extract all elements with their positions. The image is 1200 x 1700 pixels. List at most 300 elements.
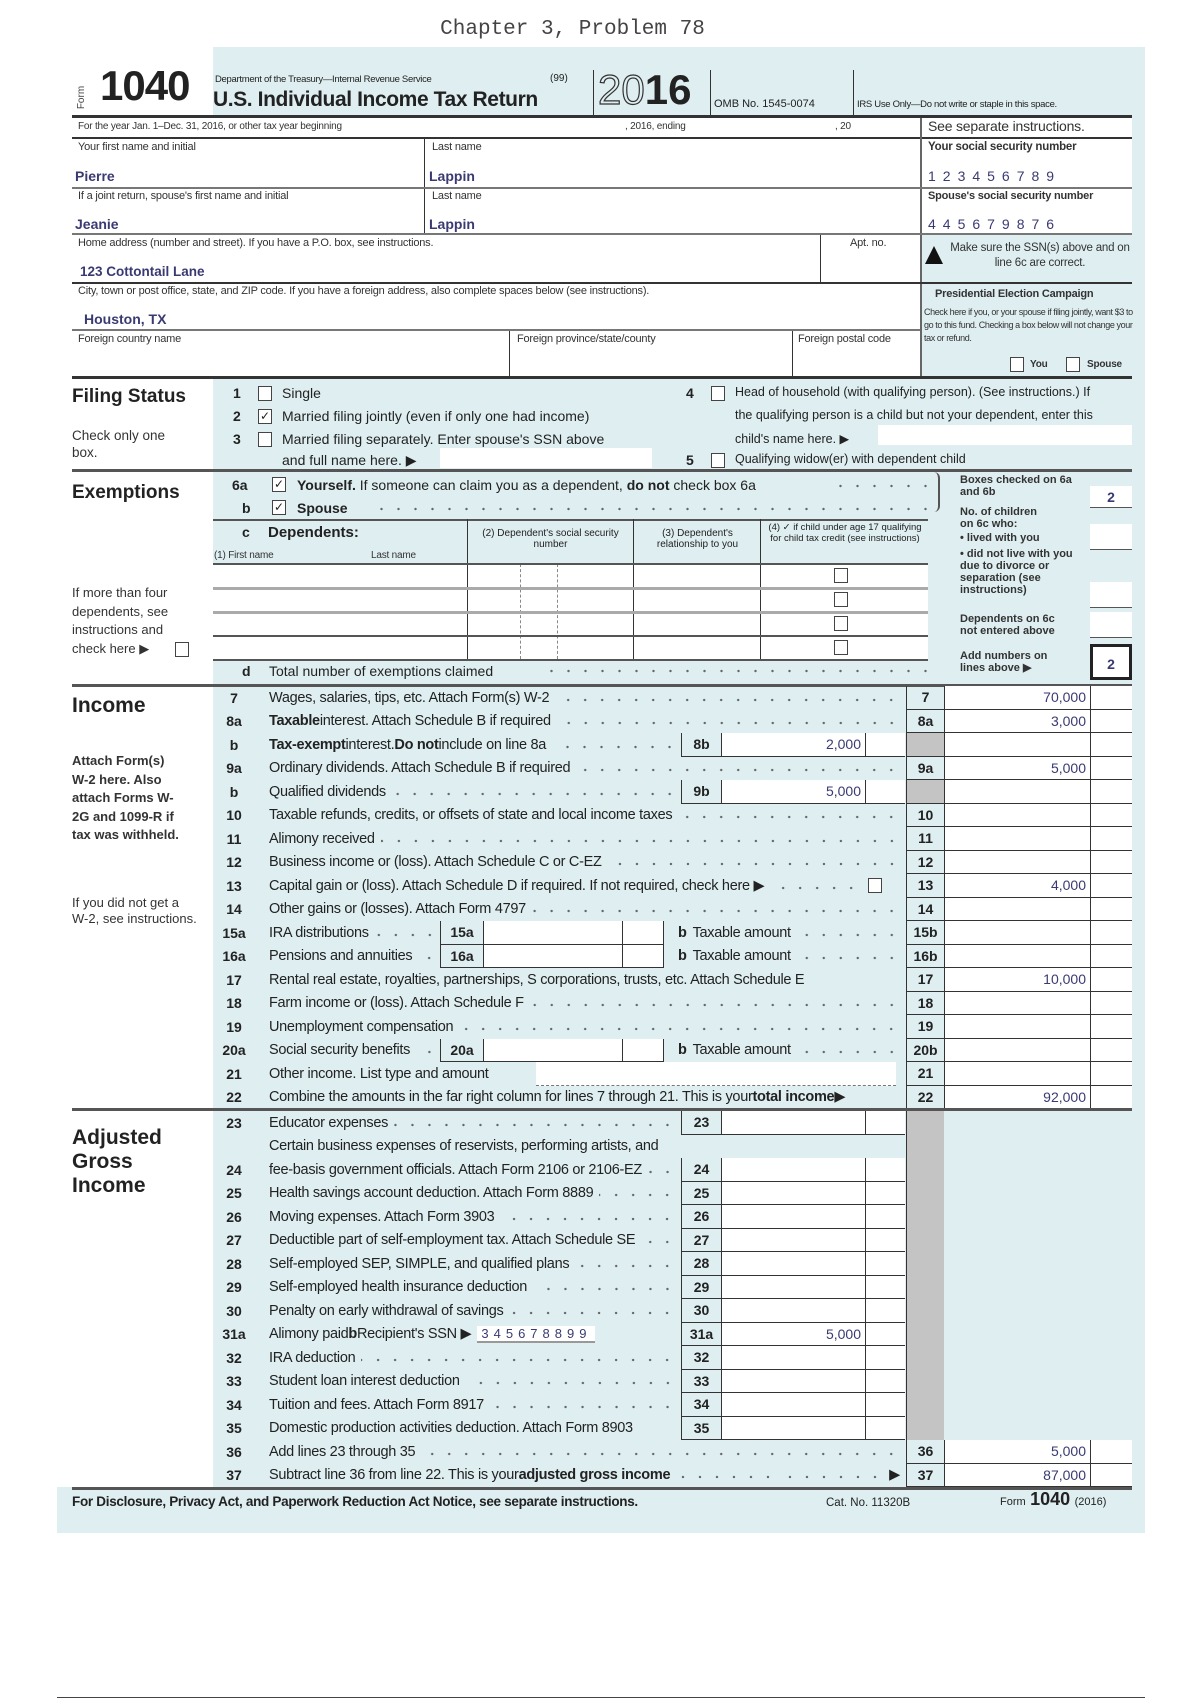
dot-leader [530, 992, 900, 1016]
dot-leader [575, 1252, 676, 1276]
amount-field-18[interactable] [944, 992, 1090, 1016]
dot-leader [416, 1039, 438, 1063]
inner-line-number: 24 [681, 1158, 721, 1182]
capital-gain-checkbox[interactable] [868, 878, 882, 893]
line-10 [0, 804, 1200, 828]
line-15a [0, 921, 1200, 945]
line-6b-number: b [242, 500, 251, 516]
inner-cents-field[interactable] [865, 1417, 905, 1441]
dot-leader [797, 945, 900, 969]
inner-amount-field[interactable]: 2,000 [721, 733, 865, 757]
cents-field[interactable] [1090, 992, 1132, 1016]
irs-use-only: IRS Use Only—Do not write or staple in this space. [857, 99, 1057, 110]
line-text: Unemployment compensation [269, 1018, 454, 1035]
total-exemptions-label: Total number of exemptions claimed [269, 663, 494, 679]
line-number: b [229, 736, 239, 753]
shaded-cell [906, 733, 944, 757]
divider [820, 235, 821, 282]
filing-status-label-cont: child's name here. ▶ [735, 432, 850, 446]
line-text: Farm income or (loss). Attach Schedule F [269, 995, 524, 1012]
boxes-checked-field[interactable]: 2 [1090, 486, 1132, 508]
rule [72, 137, 1132, 139]
add-numbers-label: Add numbers on lines above ▶ [960, 650, 1048, 674]
campaign-you-checkbox[interactable] [1010, 357, 1024, 372]
inner-line-number: 28 [681, 1252, 721, 1276]
rule [213, 519, 928, 521]
dep-col-child-credit: (4) ✓ if child under age 17 qualifying for child tax credit (see instructions) [768, 522, 922, 544]
dot-leader [532, 898, 900, 922]
amount-field-10[interactable] [944, 804, 1090, 828]
city-field[interactable]: Houston, TX [84, 311, 167, 327]
inner-amount-field[interactable] [721, 1276, 865, 1300]
tax-year-outline: 20 [598, 66, 645, 113]
rule [213, 563, 928, 565]
line-text: Moving expenses. Attach Form 3903 [269, 1208, 495, 1225]
rule [72, 233, 1132, 235]
line-number-box: 10 [906, 804, 944, 828]
line-number-box: 12 [906, 851, 944, 875]
dot-leader [834, 477, 934, 493]
yourself-text: If someone can claim you as a dependent, [355, 477, 627, 493]
inner-amount-field[interactable] [721, 1205, 865, 1229]
line-description [269, 1323, 676, 1347]
line-text: IRA deduction [269, 1349, 356, 1366]
inner-cents-field[interactable] [865, 1158, 905, 1182]
cents-field[interactable] [1090, 921, 1132, 945]
shaded-cell [906, 1205, 944, 1229]
divider [920, 118, 922, 377]
agi-title: Adjusted Gross Income [72, 1126, 162, 1197]
dep-2-child-credit-checkbox[interactable] [834, 592, 848, 607]
line-text: Student loan interest deduction [269, 1373, 460, 1390]
amount-field-9a[interactable]: 5,000 [944, 757, 1090, 781]
inner-amount-field[interactable] [721, 1229, 865, 1253]
inner-amount-field[interactable] [721, 1417, 865, 1441]
line-33 [0, 1370, 1200, 1394]
inner-amount-field[interactable] [721, 1393, 865, 1417]
first-name-field[interactable]: Pierre [75, 168, 115, 184]
see-instructions: See separate instructions. [928, 118, 1085, 134]
spouse-first-name-field[interactable]: Jeanie [75, 216, 119, 232]
line-20a [0, 1039, 1200, 1063]
line-number: 25 [226, 1185, 242, 1202]
amount-field-21[interactable] [944, 1062, 1090, 1086]
home-address-field[interactable]: 123 Cottontail Lane [80, 264, 205, 279]
amount-field-15b[interactable] [944, 921, 1090, 945]
dot-leader [557, 710, 900, 734]
taxable-text: Taxable amount [692, 1042, 791, 1059]
line-number-box: 37 [906, 1464, 944, 1488]
line-text: Social security benefits [269, 1042, 411, 1059]
inner-amount-field[interactable]: 5,000 [721, 780, 865, 804]
campaign-spouse-label: Spouse [1087, 359, 1122, 370]
campaign-spouse-checkbox[interactable] [1066, 357, 1080, 372]
inner-line-number: 29 [681, 1276, 721, 1300]
form-title: U.S. Individual Income Tax Return [213, 88, 538, 111]
inner-cents-field[interactable] [622, 1039, 664, 1063]
line-text: Penalty on early withdrawal of savings [269, 1302, 504, 1319]
line-text: Alimony received [269, 830, 375, 847]
inner-cents-field[interactable] [865, 780, 905, 804]
line-number-box: 16b [906, 945, 944, 969]
inner-line-number: 31a [681, 1323, 721, 1347]
line-description [269, 1039, 438, 1063]
dot-leader [648, 1158, 676, 1182]
dependent-row-2[interactable] [213, 611, 928, 614]
inner-cents-field[interactable] [865, 1370, 905, 1394]
inner-amount-field[interactable] [721, 1111, 865, 1135]
dep-3-child-credit-checkbox[interactable] [834, 616, 848, 631]
cents-field[interactable] [1090, 1464, 1132, 1488]
line-description [269, 827, 900, 851]
ssn-warning: Make sure the SSN(s) above and on line 6c are correct. [950, 242, 1130, 269]
inner-line-number: 16a [440, 945, 483, 969]
line-number-box: 22 [906, 1086, 944, 1110]
line-description [269, 1182, 676, 1206]
line-24 [0, 1135, 1200, 1182]
amount-field-36[interactable]: 5,000 [944, 1440, 1090, 1464]
filing-status-checkbox-5[interactable] [711, 453, 725, 468]
line-number: 15a [222, 924, 246, 941]
inner-cents-field[interactable] [865, 1111, 905, 1135]
inner-cents-field[interactable] [865, 1393, 905, 1417]
line-number: 20a [222, 1042, 246, 1059]
line-description [269, 1464, 900, 1488]
amount-field-20b[interactable] [944, 1039, 1090, 1063]
line-description [269, 1393, 676, 1417]
lived-with-you-field[interactable] [1090, 524, 1132, 550]
inner-line-number: 15a [440, 921, 483, 945]
cents-field[interactable] [1090, 898, 1132, 922]
child-name-input[interactable] [878, 425, 1132, 445]
line-number: 12 [226, 854, 242, 871]
cents-field[interactable] [1090, 1086, 1132, 1110]
amount-field-13[interactable]: 4,000 [944, 874, 1090, 898]
line-description [269, 898, 900, 922]
line-description [269, 1299, 676, 1323]
filing-status-label: Head of household (with qualifying person). (See instructions.) If [735, 385, 1091, 399]
line-description [269, 1135, 676, 1159]
shaded-cell [906, 1135, 944, 1182]
cents-field[interactable] [1090, 968, 1132, 992]
inner-amount-field[interactable] [721, 1252, 865, 1276]
cents-field[interactable] [1090, 804, 1132, 828]
cents-field[interactable] [1090, 1039, 1132, 1063]
dot-leader [375, 921, 438, 945]
spouse-last-name-field[interactable]: Lappin [429, 216, 475, 232]
warning-triangle-icon [925, 246, 943, 264]
dot-leader [552, 733, 678, 757]
filing-status-checkbox-1[interactable] [258, 386, 272, 401]
inner-line-number: 20a [440, 1039, 483, 1063]
cents-field[interactable] [1090, 851, 1132, 875]
line-29 [0, 1276, 1200, 1300]
line-number: 26 [226, 1208, 242, 1225]
line-text: Capital gain or (loss). Attach Schedule D if required. If not required, check here ▶ [269, 877, 765, 894]
line-description [269, 1205, 676, 1229]
amount-field-7[interactable]: 70,000 [944, 686, 1090, 710]
inner-cents-field[interactable] [865, 1252, 905, 1276]
cents-field[interactable] [1090, 710, 1132, 734]
inner-line-number: 34 [681, 1393, 721, 1417]
line-description [269, 1086, 900, 1110]
inner-line-number: 9b [681, 780, 721, 804]
line-text: Recipient's SSN ▶ [356, 1326, 472, 1343]
line-21 [0, 1062, 1200, 1086]
line-number-box: 14 [906, 898, 944, 922]
yourself-do-not: do not [626, 477, 670, 493]
line-description [269, 1015, 900, 1039]
line-text: Tuition and fees. Attach Form 8917 [269, 1396, 484, 1413]
line-text: total income [752, 1089, 835, 1106]
inner-cents-field[interactable] [865, 1182, 905, 1206]
foreign-country-label: Foreign country name [78, 333, 181, 345]
line-number: 33 [226, 1373, 242, 1390]
line-number-box: 13 [906, 874, 944, 898]
line-6a-number: 6a [232, 477, 248, 493]
spouse-exemption-checkbox[interactable]: ✓ [273, 500, 285, 514]
line-description [269, 1229, 676, 1253]
cents-field[interactable] [1090, 686, 1132, 710]
total-exemptions-field[interactable]: 2 [1090, 644, 1132, 680]
line-number: 27 [226, 1232, 242, 1249]
line-11 [0, 827, 1200, 851]
filing-status-label: Qualifying widow(er) with dependent child [735, 452, 966, 466]
spouse-full-name-input[interactable] [440, 448, 652, 468]
dot-leader [533, 1276, 676, 1300]
line-description [269, 1111, 676, 1135]
line-28 [0, 1252, 1200, 1276]
amount-field-17[interactable]: 10,000 [944, 968, 1090, 992]
amount-field-16b[interactable] [944, 945, 1090, 969]
dot-leader [366, 500, 934, 516]
inner-amount-field[interactable] [483, 1039, 622, 1063]
dep-col-ssn: (2) Dependent's social security number [482, 528, 619, 550]
line-number: 17 [226, 971, 242, 988]
line-description [269, 804, 900, 828]
shaded-cell [906, 1276, 944, 1300]
yourself-label [297, 477, 756, 493]
shaded-cell [906, 1370, 944, 1394]
dot-leader [466, 1370, 676, 1394]
tax-year-bold: 16 [644, 66, 692, 113]
campaign-text: Check here if you, or your spouse if filing jointly, want $3 to go to this fund. Checking a box below will not change your tax or refund. [924, 307, 1133, 343]
line-text: Health savings account deduction. Attach Form 8889 [269, 1185, 594, 1202]
filing-status-note: Check only one box. [72, 428, 166, 460]
line-text: Other income. List type and amount [269, 1065, 489, 1082]
amount-field-22[interactable]: 92,000 [944, 1086, 1090, 1110]
did-not-live-field[interactable] [1090, 582, 1132, 608]
recipient-ssn-field[interactable]: 345678899 [477, 1326, 595, 1343]
taxable-b-label: b [678, 1042, 687, 1059]
line-description [269, 968, 900, 992]
line-text: Deductible part of self-employment tax. Attach Schedule SE [269, 1232, 636, 1249]
taxable-amount-label [678, 1039, 900, 1063]
line-number: 30 [226, 1302, 242, 1319]
line-description [269, 921, 438, 945]
taxable-b-label: b [678, 924, 687, 941]
line-9a [0, 757, 1200, 781]
line-text: Qualified dividends [269, 783, 386, 800]
dot-leader [421, 1440, 900, 1464]
inner-cents-field[interactable] [865, 1299, 905, 1323]
inner-cents-field[interactable] [865, 1323, 905, 1347]
yourself-bold: Yourself. [297, 477, 356, 493]
line-number-box: 17 [906, 968, 944, 992]
line-number: 9a [226, 760, 242, 777]
dot-leader [361, 1346, 676, 1370]
spouse-ssn-field[interactable]: 445679876 [928, 216, 1062, 232]
filing-status-checkbox-2[interactable]: ✓ [259, 409, 271, 423]
shaded-cell [906, 780, 944, 804]
dot-leader [783, 1464, 883, 1488]
inner-cents-field[interactable] [865, 1229, 905, 1253]
amount-field-12[interactable] [944, 851, 1090, 875]
first-name-label: Your first name and initial [78, 141, 196, 153]
filing-status-label: Single [282, 385, 321, 401]
amount-field-8a[interactable]: 3,000 [944, 710, 1090, 734]
dep-1-child-credit-checkbox[interactable] [834, 568, 848, 583]
shaded-cell [906, 1393, 944, 1417]
line-number-box: 15b [906, 921, 944, 945]
inner-amount-field[interactable] [721, 1346, 865, 1370]
line-31a [0, 1323, 1200, 1347]
amount-field-11[interactable] [944, 827, 1090, 851]
cents-field[interactable] [1090, 1062, 1132, 1086]
line-number: 32 [226, 1349, 242, 1366]
line-number-box: 9a [906, 757, 944, 781]
other-income-input[interactable] [536, 1062, 896, 1086]
line-number: 13 [226, 877, 242, 894]
cents-field[interactable] [1090, 827, 1132, 851]
form-number: 1040 [100, 62, 190, 109]
inner-cents-field[interactable] [622, 921, 664, 945]
line-number: 21 [226, 1065, 242, 1082]
inner-cents-field[interactable] [865, 1276, 905, 1300]
form-code: (99) [550, 73, 568, 84]
cents-field[interactable] [1090, 874, 1132, 898]
amount-field-19[interactable] [944, 1015, 1090, 1039]
inner-amount-field[interactable] [483, 921, 622, 945]
inner-amount-field[interactable]: 5,000 [721, 1323, 865, 1347]
ssn-field[interactable]: 123456789 [928, 168, 1062, 184]
taxable-b-label: b [678, 948, 687, 965]
inner-cents-field[interactable] [865, 1205, 905, 1229]
line-text: Tax-exempt [269, 736, 346, 753]
dep-4-child-credit-checkbox[interactable] [834, 640, 848, 655]
line-text: Business income or (loss). Attach Schedule C or C-EZ [269, 854, 602, 871]
line-description [269, 1158, 676, 1182]
filing-status-label-cont: and full name here. ▶ [282, 452, 417, 468]
inner-line-number: 8b [681, 733, 721, 757]
income-lines [0, 686, 1200, 1109]
cents-field[interactable] [1090, 757, 1132, 781]
line-number: 28 [226, 1255, 242, 1272]
no-w2-note: If you did not get a W-2, see instructions. [72, 895, 197, 926]
taxable-amount-label [678, 921, 900, 945]
filing-status-checkbox-4[interactable] [711, 386, 725, 401]
dot-leader [509, 1299, 676, 1323]
dependent-row-3[interactable] [213, 635, 928, 637]
cents-field[interactable] [1090, 945, 1132, 969]
inner-line-number: 27 [681, 1229, 721, 1253]
campaign-title: Presidential Election Campaign [935, 288, 1094, 300]
cents-field[interactable] [1090, 1440, 1132, 1464]
amount-field-37[interactable]: 87,000 [944, 1464, 1090, 1488]
line-6d-number: d [242, 663, 251, 679]
catalog-number: Cat. No. 11320B [826, 1497, 911, 1509]
line-number: 34 [226, 1396, 242, 1413]
line-text: include on line 8a [438, 736, 546, 753]
inner-cents-field[interactable] [865, 733, 905, 757]
foreign-province-label: Foreign province/state/county [517, 333, 656, 345]
not-entered-field[interactable] [1090, 612, 1132, 638]
lived-with-you-label: • lived with you [960, 532, 1040, 544]
line-text: Ordinary dividends. Attach Schedule B if required [269, 760, 571, 777]
line-35 [0, 1417, 1200, 1441]
more-dependents-checkbox[interactable] [175, 642, 189, 657]
dependent-row-1[interactable] [213, 587, 928, 590]
line-22 [0, 1086, 1200, 1110]
divider [792, 331, 793, 377]
spouse-first-name-label: If a joint return, spouse's first name and initial [78, 190, 289, 202]
filing-status-checkbox-3[interactable] [258, 432, 272, 447]
shaded-cell [906, 1111, 944, 1135]
dependent-row-4[interactable] [213, 659, 928, 661]
dot-leader [797, 921, 900, 945]
line-description [269, 1370, 676, 1394]
line-number: 7 [230, 689, 238, 706]
yourself-text2: check box 6a [669, 477, 756, 493]
line-description [269, 757, 900, 781]
inner-amount-field[interactable] [483, 945, 622, 969]
cents-field[interactable] [1090, 1015, 1132, 1039]
inner-cents-field[interactable] [865, 1346, 905, 1370]
line-number-box: 8a [906, 710, 944, 734]
line-text: ▶ [834, 1089, 846, 1106]
inner-amount-field[interactable] [721, 1158, 865, 1182]
filing-status-label: Married filing jointly (even if only one had income) [282, 408, 590, 424]
form-label: Form [76, 85, 88, 110]
line-37 [0, 1464, 1200, 1488]
inner-amount-field[interactable] [721, 1299, 865, 1323]
line-text: interest. [345, 736, 395, 753]
inner-amount-field[interactable] [721, 1370, 865, 1394]
inner-line-number: 32 [681, 1346, 721, 1370]
inner-cents-field[interactable] [622, 945, 664, 969]
amount-field-14[interactable] [944, 898, 1090, 922]
tax-year-ending: , 2016, ending [625, 121, 686, 132]
line-text: Combine the amounts in the far right column for lines 7 through 21. This is your [269, 1089, 753, 1106]
dep-col-first-name: (1) First name [214, 550, 274, 561]
line-34 [0, 1393, 1200, 1417]
dot-leader [678, 804, 900, 828]
last-name-field[interactable]: Lappin [429, 168, 475, 184]
line-number-box: 11 [906, 827, 944, 851]
cents-field [1090, 780, 1132, 804]
line-text: Other gains or (losses). Attach Form 4797 [269, 901, 526, 918]
filing-status-number: 4 [686, 385, 694, 401]
line-description [269, 851, 900, 875]
rule [72, 1487, 1132, 1490]
inner-amount-field[interactable] [721, 1182, 865, 1206]
line-7 [0, 686, 1200, 710]
line-number: 35 [226, 1420, 242, 1437]
yourself-checkbox[interactable]: ✓ [273, 477, 285, 491]
line-text: Rental real estate, royalties, partnerships, S corporations, trusts, etc. Attach Schedule E [269, 971, 805, 988]
filing-status-number: 1 [233, 385, 241, 401]
last-name-label: Last name [432, 141, 482, 153]
